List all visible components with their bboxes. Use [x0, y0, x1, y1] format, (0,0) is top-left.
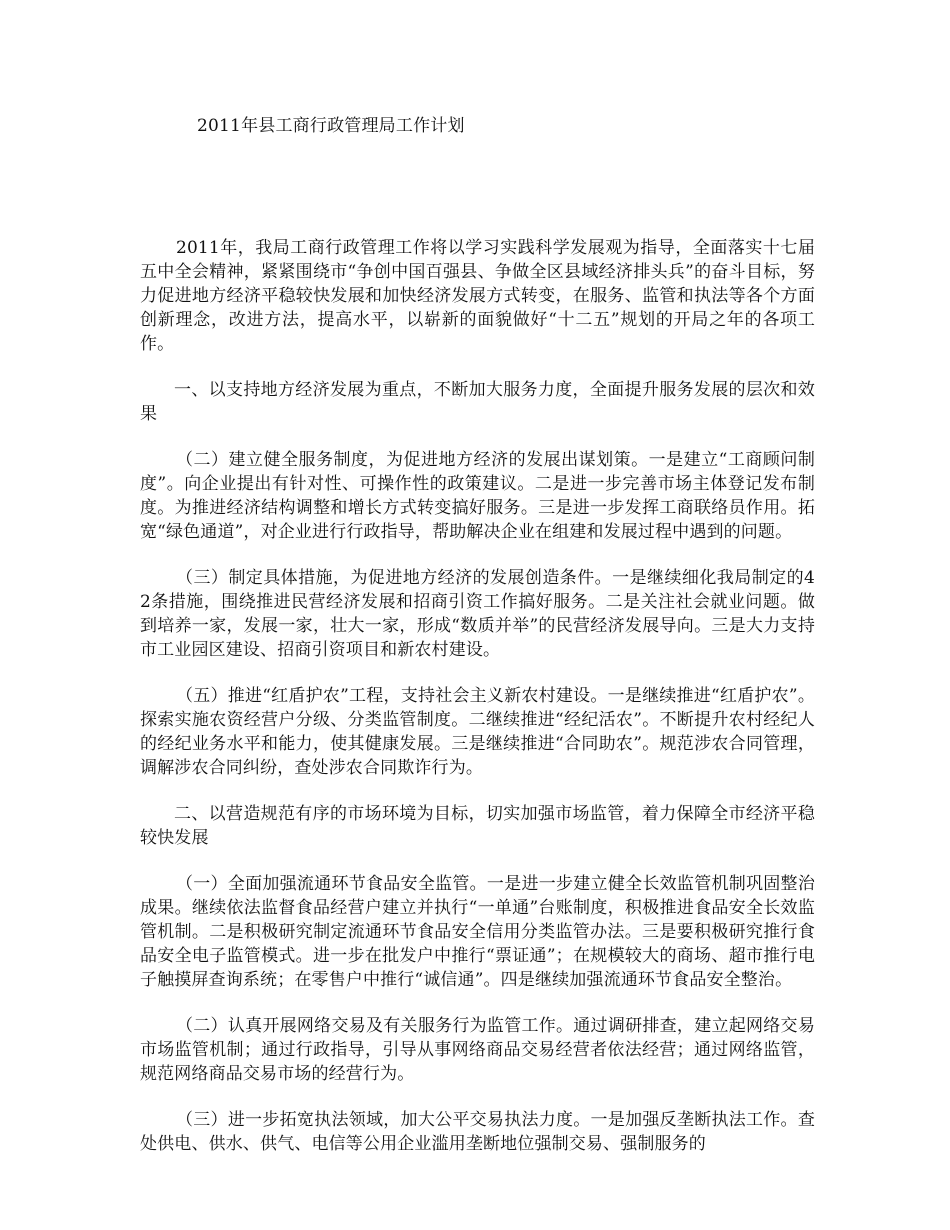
- paragraph-specific-measures: （三）制定具体措施，为促进地方经济的发展创造条件。一是继续细化我局制定的42条措施，围绕推进民营经济发展和招商引资工作搞好服务。二是关注社会就业问题。做到培养一家，发展一家，壮大一家，形成“数质并举”的民营经济发展导向。三是大力支持市工业园区建设、招商引资项目和新农村建设。: [140, 568, 815, 660]
- section-heading-2: 二、以营造规范有序的市场环境为目标，切实加强市场监管，着力保障全市经济平稳较快发展: [140, 804, 815, 848]
- paragraph-food-safety: （一）全面加强流通环节食品安全监管。一是进一步建立健全长效监管机制巩固整治成果。继续依法监督食品经营户建立并执行“一单通”台账制度，积极推进食品安全长效监管机制。二是积极研究制定流通环节食品安全信用分类监管办法。三是要积极研究推行食品安全电子监管模式。进一步在批发户中推行“票证通”；在规模较大的商场、超市推行电子触摸屏查询系统；在零售户中推行“诚信通”。四是继续加强流通环节食品安全整治。: [140, 874, 815, 990]
- section-heading-1: 一、以支持地方经济发展为重点，不断加大服务力度，全面提升服务发展的层次和效果: [140, 380, 815, 424]
- paragraph-red-shield: （五）推进“红盾护农”工程，支持社会主义新农村建设。一是继续推进“红盾护农”。探索实施农资经营户分级、分类监管制度。二继续推进“经纪活农”。不断提升农村经纪人的经纪业务水平和能力，使其健康发展。三是继续推进“合同助农”。规范涉农合同管理，调解涉农合同纠纷，查处涉农合同欺诈行为。: [140, 686, 815, 778]
- document-title: 2011年县工商行政管理局工作计划: [197, 116, 465, 136]
- paragraph-intro: 2011年，我局工商行政管理工作将以学习实践科学发展观为指导，全面落实十七届五中全会精神，紧紧围绕市“争创中国百强县、争做全区县域经济排头兵”的奋斗目标，努力促进地方经济平稳较快发展和加快经济发展方式转变，在服务、监管和执法等各个方面创新理念，改进方法，提高水平，以崭新的面貌做好“十二五”规划的开局之年的各项工作。: [140, 238, 815, 354]
- document-body: [140, 236, 815, 1178]
- paragraph-fair-trade: （三）进一步拓宽执法领域，加大公平交易执法力度。一是加强反垄断执法工作。查处供电、供水、供气、电信等公用企业滥用垄断地位强制交易、强制服务的: [140, 1110, 815, 1154]
- paragraph-service-system: （二）建立健全服务制度，为促进地方经济的发展出谋划策。一是建立“工商顾问制度”。向企业提出有针对性、可操作性的政策建议。二是进一步完善市场主体登记发布制度。为推进经济结构调整和增长方式转变搞好服务。三是进一步发挥工商联络员作用。拓宽“绿色通道”，对企业进行行政指导，帮助解决企业在组建和发展过程中遇到的问题。: [140, 450, 815, 542]
- paragraph-online-trade: （二）认真开展网络交易及有关服务行为监管工作。通过调研排查，建立起网络交易市场监管机制；通过行政指导，引导从事网络商品交易经营者依法经营；通过网络监管，规范网络商品交易市场的经营行为。: [140, 1016, 815, 1084]
